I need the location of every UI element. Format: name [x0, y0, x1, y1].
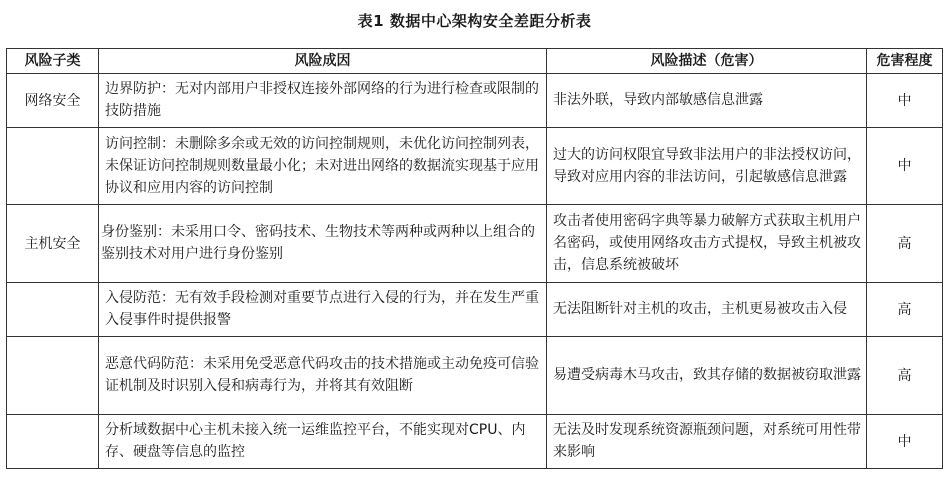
description-cell: 无法阻断针对主机的攻击，主机更易被攻击入侵: [547, 283, 867, 337]
header-cause: 风险成因: [99, 49, 547, 74]
table-row: [7, 337, 943, 415]
header-category: 风险子类: [7, 49, 99, 74]
table-title: 表1 数据中心架构安全差距分析表: [357, 12, 592, 30]
cause-cell: 分析域数据中心主机未接入统一运维监控平台，不能实现对CPU、内存、硬盘等信息的监控: [99, 415, 547, 469]
table-row: [7, 74, 943, 128]
cause-cell: 边界防护：无对内部用户非授权连接外部网络的行为进行检查或限制的技防措施: [99, 74, 547, 128]
level-cell: 高: [867, 205, 943, 283]
description-cell: 无法及时发现系统资源瓶颈问题，对系统可用性带来影响: [547, 415, 867, 469]
description-cell: 过大的访问权限宜导致非法用户的非法授权访问，导致对应用内容的非法访问，引起敏感信息泄露: [547, 128, 867, 205]
cause-cell: 访问控制：未删除多余或无效的访问控制规则，未优化访问控制列表，未保证访问控制规则数量最小化；未对进出网络的数据流实现基于应用协议和应用内容的访问控制: [99, 128, 547, 205]
cause-cell: 恶意代码防范：未采用免受恶意代码攻击的技术措施或主动免疫可信验证机制及时识别入侵和病毒行为，并将其有效阻断: [99, 337, 547, 415]
category-cell: [7, 128, 99, 205]
category-cell: 主机安全: [7, 205, 99, 283]
category-cell: [7, 337, 99, 415]
level-cell: 高: [867, 283, 943, 337]
table-row: [7, 283, 943, 337]
level-cell: 中: [867, 415, 943, 469]
category-cell: [7, 415, 99, 469]
description-cell: 非法外联，导致内部敏感信息泄露: [547, 74, 867, 128]
table-row: [7, 415, 943, 469]
category-cell: [7, 283, 99, 337]
risk-table: [6, 48, 943, 469]
cause-cell: 身份鉴别：未采用口令、密码技术、生物技术等两种或两种以上组合的鉴别技术对用户进行身份鉴别: [99, 205, 547, 283]
level-cell: 中: [867, 74, 943, 128]
table-row: [7, 205, 943, 283]
table-row: [7, 128, 943, 205]
description-cell: 易遭受病毒木马攻击，致其存储的数据被窃取泄露: [547, 337, 867, 415]
category-cell: 网络安全: [7, 74, 99, 128]
cause-cell: 入侵防范：无有效手段检测对重要节点进行入侵的行为，并在发生严重入侵事件时提供报警: [99, 283, 547, 337]
header-description: 风险描述（危害）: [547, 49, 867, 74]
header-row: [7, 49, 943, 74]
level-cell: 高: [867, 337, 943, 415]
level-cell: 中: [867, 128, 943, 205]
header-level: 危害程度: [867, 49, 943, 74]
description-cell: 攻击者使用密码字典等暴力破解方式获取主机用户名密码，或使用网络攻击方式提权，导致主机被攻击，信息系统被破坏: [547, 205, 867, 283]
